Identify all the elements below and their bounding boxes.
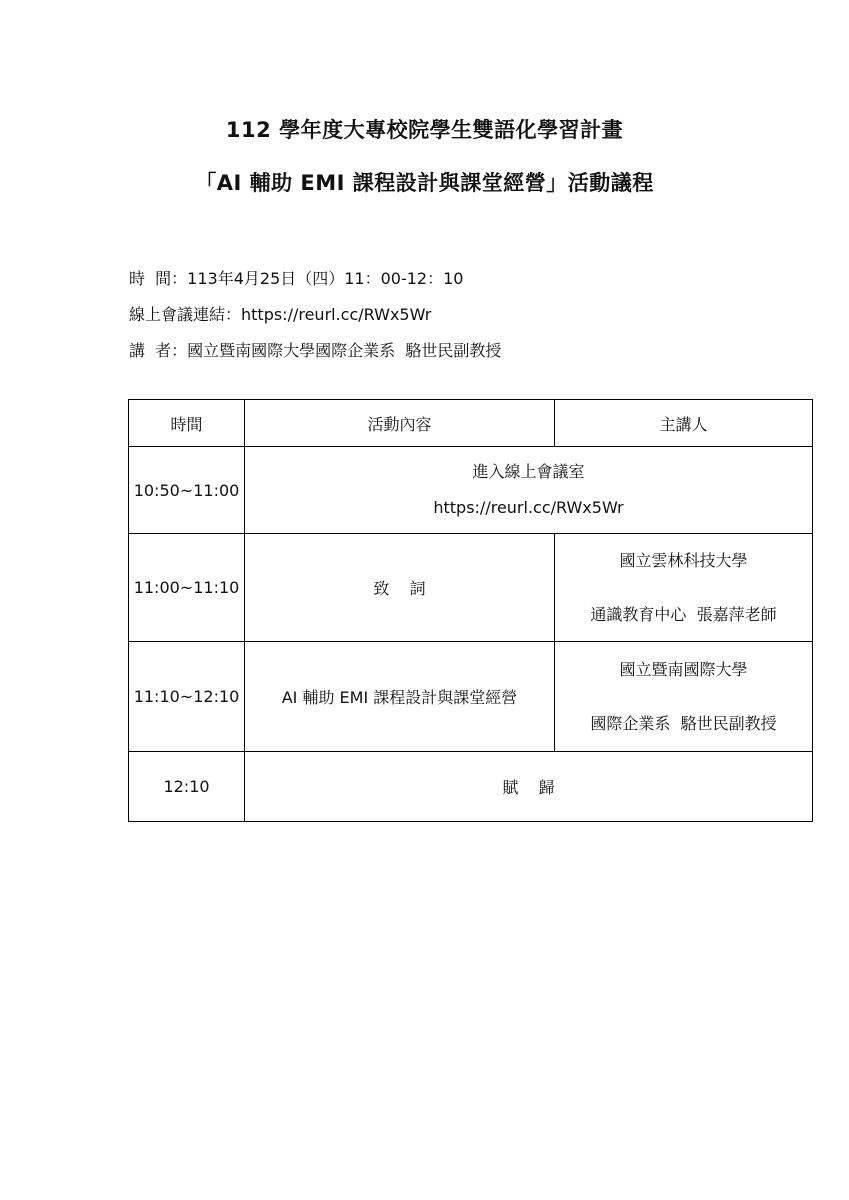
header-speaker: 主講人: [555, 400, 813, 447]
table-row: [129, 752, 813, 822]
speaker-name: 通識教育中心 張嘉萍老師: [590, 604, 777, 624]
table-header-row: [129, 400, 813, 447]
row-time: 10:50~11:00: [129, 447, 245, 534]
row-time: 12:10: [129, 752, 245, 822]
row-content: 致 詞: [245, 534, 555, 642]
table-row: [129, 642, 813, 752]
event-time: 時 間：113年4月25日（四）11：00-12：10: [129, 269, 464, 288]
header-time: 時間: [129, 400, 245, 447]
meeting-link[interactable]: 線上會議連結：https://reurl.cc/RWx5Wr: [129, 305, 432, 324]
row-time: 11:10~12:10: [129, 642, 245, 752]
row-time: 11:00~11:10: [129, 534, 245, 642]
document-subtitle: 「AI 輔助 EMI 課程設計與課堂經營」活動議程: [195, 171, 654, 195]
row-content: [245, 447, 813, 534]
speaker-affiliation: 國立雲林科技大學: [619, 550, 748, 570]
row-speaker: [555, 642, 813, 752]
content-line: 進入線上會議室: [472, 462, 585, 481]
document-title: 112 學年度大專校院學生雙語化學習計畫: [225, 118, 624, 142]
row-content: AI 輔助 EMI 課程設計與課堂經營: [245, 642, 555, 752]
row-speaker: [555, 534, 813, 642]
agenda-table: [128, 399, 813, 822]
table-row: [129, 534, 813, 642]
room-link[interactable]: https://reurl.cc/RWx5Wr: [433, 498, 624, 517]
table-row: [129, 447, 813, 534]
speaker-name: 國際企業系 駱世民副教授: [590, 713, 777, 733]
speaker-affiliation: 國立暨南國際大學: [619, 659, 748, 679]
header-content: 活動內容: [245, 400, 555, 447]
event-speaker: 講 者：國立暨南國際大學國際企業系 駱世民副教授: [129, 341, 502, 360]
row-content: 賦 歸: [245, 752, 813, 822]
